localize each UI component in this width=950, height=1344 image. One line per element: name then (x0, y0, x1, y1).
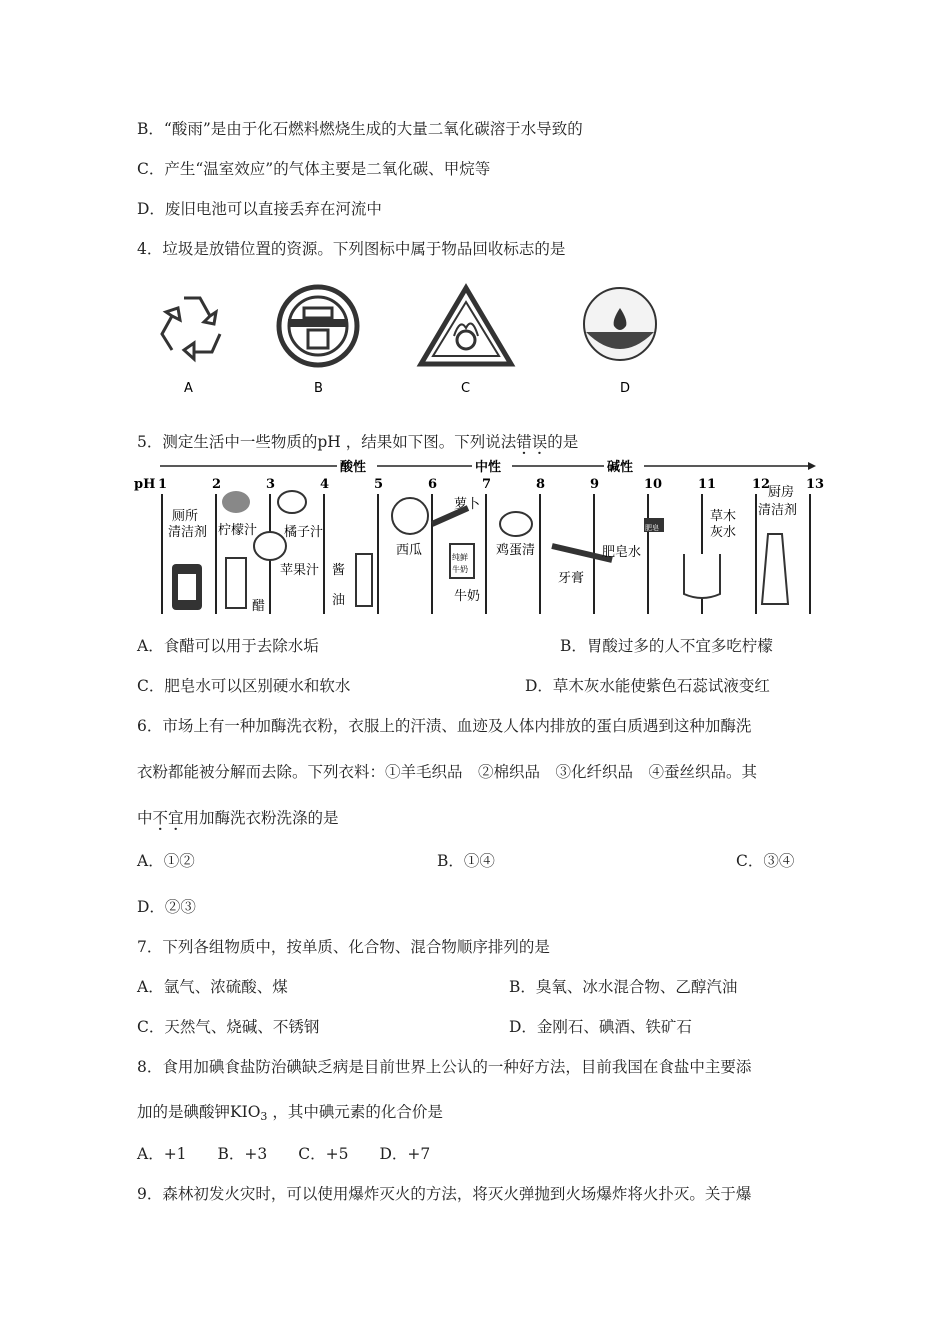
vinegar-bottle-icon (226, 558, 246, 608)
ph-tick-label: 5 (374, 477, 384, 492)
water-saving-icon (584, 288, 656, 360)
item-soy-sauce-1: 酱 (332, 563, 346, 578)
ph-tick-label: 10 (644, 477, 663, 492)
beaker-icon (684, 554, 720, 598)
soy-sauce-bottle-icon (356, 554, 372, 606)
q7-stem: 7．下列各组物质中，按单质、化合物、混合物顺序排列的是 (137, 938, 550, 956)
item-radish: 萝卜 (454, 497, 481, 512)
neutral-label: 中性 (475, 460, 502, 475)
item-milk: 牛奶 (454, 589, 481, 604)
q6-option-a: A．①② (137, 852, 195, 870)
q5-stem: 5．测定生活中一些物质的pH ，结果如下图。下列说法错误的是 (137, 433, 579, 451)
ph-tick-label: 1 (158, 477, 168, 492)
item-egg-white: 鸡蛋清 (496, 543, 536, 558)
q4-label-c: C (461, 381, 471, 396)
watermelon-icon (392, 498, 428, 534)
apple-icon (254, 532, 286, 560)
item-soap-box: 肥皂 (645, 524, 659, 532)
ph-tick-label: 8 (536, 477, 546, 492)
acid-label: 酸性 (340, 460, 367, 475)
ph-tick-label: 12 (752, 477, 771, 492)
spray-bottle-icon (762, 534, 788, 604)
item-soap-water: 肥皂水 (602, 545, 642, 560)
ph-tick-label: 6 (428, 477, 438, 492)
circle-sign-icon (279, 287, 357, 365)
item-kitchen-cleaner-2: 清洁剂 (758, 503, 798, 518)
ph-tick-label: 9 (590, 477, 600, 492)
item-toilet-cleaner-1: 厕所 (172, 509, 199, 524)
item-kitchen-cleaner-1: 厨房 (768, 485, 795, 500)
ph-tick-label: 2 (212, 477, 222, 492)
q7-option-b: B．臭氧、冰水混合物、乙醇汽油 (509, 978, 738, 996)
ph-tick-label: 13 (806, 477, 825, 492)
q4-label-d: D (620, 381, 631, 396)
q8-line-2: 加的是碘酸钾$KIO_3$ ，其中碘元素的化合价是 (137, 1103, 443, 1123)
ph-tick-label: 11 (698, 477, 717, 492)
item-orange-juice: 橘子汁 (284, 525, 324, 540)
q8-options: A．+1 B．+3 C．+5 D．+7 (137, 1145, 431, 1163)
q5-option-d: D．草木灰水能使紫色石蕊试液变红 (525, 677, 770, 695)
q5-option-c: C．肥皂水可以区别硬水和软水 (137, 677, 351, 695)
item-vinegar: 醋 (252, 599, 266, 614)
q4-stem: 4．垃圾是放错位置的资源。下列图标中属于物品回收标志的是 (137, 240, 566, 258)
ph-tick-label: 3 (266, 477, 276, 492)
item-toothpaste: 牙膏 (558, 571, 585, 586)
q3-option-c: C．产生“温室效应”的气体主要是二氧化碳、甲烷等 (137, 160, 491, 178)
q8-line-1: 8．食用加碘食盐防治碘缺乏病是目前世界上公认的一种好方法，目前我国在食盐中主要添 (137, 1058, 752, 1076)
q6-line-2: 衣粉都能被分解而去除。下列衣料：①羊毛织品 ②棉织品 ③化纤织品 ④蚕丝织品。其 (137, 763, 758, 781)
q5-option-a: A．食醋可以用于去除水垢 (137, 637, 319, 655)
lemon-icon (222, 491, 250, 513)
item-milk-box-2: 牛奶 (452, 565, 468, 574)
q7-option-d: D．金刚石、碘酒、铁矿石 (509, 1018, 692, 1036)
q4-label-a: A (184, 381, 193, 396)
ph-tick-label: 4 (320, 477, 330, 492)
item-watermelon: 西瓜 (396, 543, 423, 558)
q6-option-b: B．①④ (437, 852, 495, 870)
item-apple-juice: 苹果汁 (280, 563, 320, 578)
flammable-icon (421, 288, 511, 364)
q4-icons (130, 280, 690, 400)
q6-option-c: C．③④ (736, 852, 795, 870)
item-milk-box-1: 纯鲜 (452, 553, 468, 562)
item-plant-ash-water-2: 灰水 (710, 525, 737, 540)
ph-axis-label: pH (134, 477, 156, 492)
q7-option-a: A．氩气、浓硫酸、煤 (137, 978, 288, 996)
q3-option-d: D．废旧电池可以直接丢弃在河流中 (137, 200, 382, 218)
q5-option-b: B．胃酸过多的人不宜多吃柠檬 (560, 637, 773, 655)
q4-label-b: B (314, 381, 323, 396)
ph-scale-figure (132, 454, 825, 620)
q3-option-b: B．“酸雨”是由于化石燃料燃烧生成的大量二氧化碳溶于水导致的 (137, 120, 583, 138)
q6-option-d: D．②③ (137, 898, 196, 916)
egg-icon (500, 512, 532, 536)
base-label: 碱性 (607, 460, 634, 475)
ph-tick-label: 7 (482, 477, 492, 492)
item-plant-ash-water-1: 草木 (710, 509, 737, 524)
item-lemon-juice: 柠檬汁 (218, 523, 258, 538)
item-toilet-cleaner-2: 清洁剂 (168, 525, 208, 540)
q9-line-1: 9．森林初发火灾时，可以使用爆炸灭火的方法，将灭火弹抛到火场爆炸将火扑灭。关于爆 (137, 1185, 752, 1203)
q7-option-c: C．天然气、烧碱、不锈钢 (137, 1018, 320, 1036)
item-soy-sauce-2: 油 (332, 593, 346, 608)
q6-line-3: 中不宜用加酶洗衣粉洗涤的是 (137, 809, 339, 827)
recycle-icon (162, 298, 220, 359)
q6-line-1: 6．市场上有一种加酶洗衣粉，衣服上的汗渍、血迹及人体内排放的蛋白质遇到这种加酶洗 (137, 717, 752, 735)
orange-icon (278, 491, 306, 513)
